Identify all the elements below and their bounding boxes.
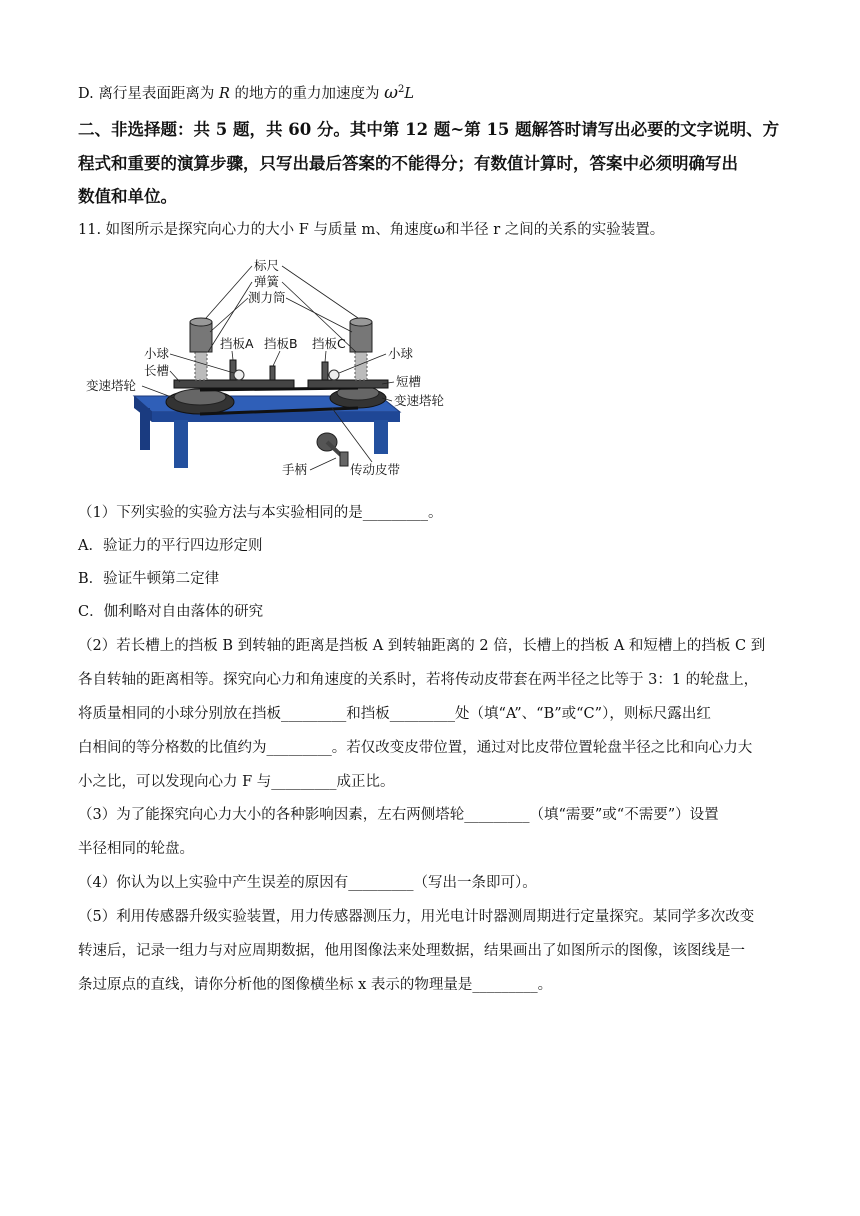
leg-front-left — [174, 420, 188, 468]
option-d-var-l: L — [404, 85, 414, 102]
pulley-left-top — [174, 389, 226, 405]
baffle-b — [270, 366, 275, 380]
label-xiaoqiu-right: 小球 — [388, 346, 414, 361]
q1-line: （1）下列实验的实验方法与本实验相同的是_________。 — [78, 505, 443, 521]
q3-line1: （3）为了能探究向心力大小的各种影响因素，左右两侧塔轮_________（填“需要”或“不需要”）设置 — [78, 807, 719, 823]
section-heading-line3: 数值和单位。 — [78, 187, 177, 206]
q1-option-c: C．伽利略对自由落体的研究 — [78, 604, 264, 620]
q1-option-a: A．验证力的平行四边形定则 — [78, 538, 263, 554]
option-d — [78, 80, 414, 104]
long-groove — [174, 380, 294, 388]
option-d-omega: ω — [384, 82, 398, 103]
q3-line2: 半径相同的轮盘。 — [78, 841, 194, 857]
section-heading-line1: 二、非选择题：共 5 题，共 60 分。其中第 12 题~第 15 题解答时请写出必要的文字说明、方 — [78, 120, 780, 139]
q2-line1: （2）若长槽上的挡板 B 到转轴的距离是挡板 A 到转轴距离的 2 倍，长槽上的挡板 A 和短槽上的挡板 C 到 — [78, 638, 766, 654]
label-biaochi: 标尺 — [254, 258, 280, 273]
q11-stem: 11. 如图所示是探究向心力的大小 F 与质量 m、角速度ω和半径 r 之间的关系的实验装置。 — [78, 222, 665, 238]
cylinder-left-top — [190, 318, 212, 326]
label-xiaoqiu-left: 小球 — [144, 346, 170, 361]
leg-back-left — [140, 408, 150, 450]
spring-left — [195, 350, 207, 380]
baffle-c — [322, 362, 328, 380]
section-heading-line2: 程式和重要的演算步骤，只写出最后答案的不能得分；有数值计算时，答案中必须明确写出 — [78, 154, 738, 173]
label-pidai: 传动皮带 — [350, 462, 401, 477]
option-d-prefix: D. 离行星表面距离为 — [78, 85, 215, 102]
option-d-middle: 的地方的重力加速度为 — [234, 85, 380, 102]
apparatus-figure — [82, 252, 472, 484]
label-talun-right: 变速塔轮 — [394, 393, 445, 408]
option-d-var-r: R — [218, 85, 230, 102]
q5-line3: 条过原点的直线，请你分析他的图像横坐标 x 表示的物理量是_________。 — [78, 977, 553, 993]
q2-line5: 小之比，可以发现向心力 F 与_________成正比。 — [78, 774, 395, 790]
q2-line2: 各自转轴的距离相等。探究向心力和角速度的关系时，若将传动皮带套在两半径之比等于 3：1 的轮盘上， — [78, 672, 759, 688]
ball-left — [234, 370, 244, 380]
q4-line: （4）你认为以上实验中产生误差的原因有_________（写出一条即可）。 — [78, 875, 537, 891]
option-d-sup: 2 — [397, 84, 405, 95]
label-duancao: 短槽 — [396, 374, 422, 389]
label-talun-left: 变速塔轮 — [86, 378, 137, 393]
spring-right — [355, 350, 367, 380]
q1-option-b: B．验证牛顿第二定律 — [78, 571, 220, 587]
crank-grip — [340, 452, 348, 466]
label-dangban-b: 挡板B — [264, 336, 298, 351]
label-changcao: 长槽 — [144, 363, 170, 378]
cylinder-right-top — [350, 318, 372, 326]
q2-line3: 将质量相同的小球分别放在挡板_________和挡板_________处（填“A”、“B”或“C”），则标尺露出红 — [78, 706, 711, 722]
leg-front-right — [374, 420, 388, 454]
q5-line1: （5）利用传感器升级实验装置，用力传感器测压力，用光电计时器测周期进行定量探究。某同学多次改变 — [78, 909, 755, 925]
short-groove — [308, 380, 388, 388]
label-shoubing: 手柄 — [282, 462, 308, 477]
q2-line4: 白相间的等分格数的比值约为_________。若仅改变皮带位置，通过对比皮带位置轮盘半径之比和向心力大 — [78, 740, 753, 756]
q5-line2: 转速后，记录一组力与对应周期数据，他用图像法来处理数据，结果画出了如图所示的图像，该图线是一 — [78, 943, 745, 959]
label-dangban-c: 挡板C — [312, 336, 346, 351]
label-celitong: 测力筒 — [248, 290, 286, 305]
ball-right — [329, 370, 339, 380]
label-dangban-a: 挡板A — [220, 336, 254, 351]
label-tanhuang: 弹簧 — [254, 274, 280, 289]
